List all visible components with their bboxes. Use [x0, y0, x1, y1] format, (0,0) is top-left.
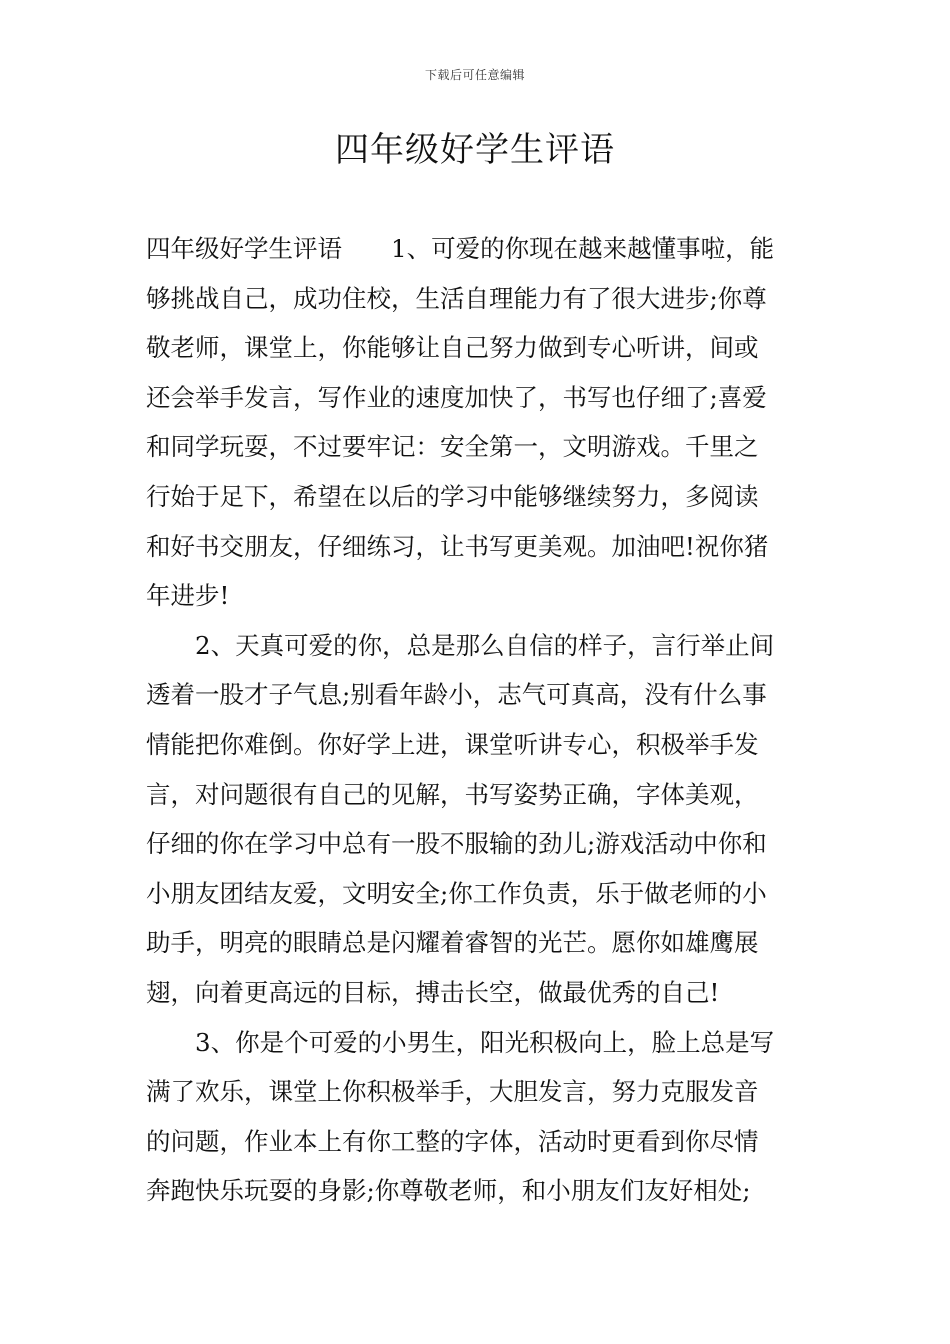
body-line: 行始于足下，希望在以后的学习中能够继续努力，多阅读	[146, 481, 759, 511]
body-line: 小朋友团结友爱，文明安全;你工作负责，乐于做老师的小	[146, 878, 767, 908]
body-line: 和好书交朋友，仔细练习，让书写更美观。加油吧!祝你猪	[146, 531, 769, 561]
body-line: 敬老师，课堂上，你能够让自己努力做到专心听讲，间或	[146, 333, 759, 363]
body-line: 够挑战自己，成功住校，生活自理能力有了很大进步;你尊	[146, 283, 767, 313]
body-line: 仔细的你在学习中总有一股不服输的劲儿;游戏活动中你和	[146, 829, 767, 859]
body-line: 透着一股才子气息;别看年龄小，志气可真高，没有什么事	[146, 680, 767, 710]
body-line: 言，对问题很有自己的见解，书写姿势正确，字体美观，	[146, 779, 759, 809]
document-body	[146, 224, 806, 1216]
body-line: 的问题，作业本上有你工整的字体，活动时更看到你尽情	[146, 1126, 759, 1156]
document-title: 四年级好学生评语	[335, 130, 615, 170]
body-line: 助手，明亮的眼睛总是闪耀着睿智的光芒。愿你如雄鹰展	[146, 928, 759, 958]
body-line: 和同学玩耍，不过要牢记：安全第一，文明游戏。千里之	[146, 432, 759, 462]
body-line: 满了欢乐，课堂上你积极举手，大胆发言，努力克服发音	[146, 1077, 759, 1107]
body-line: 四年级好学生评语 1、可爱的你现在越来越懂事啦，能	[146, 234, 775, 263]
body-line: 2、天真可爱的你，总是那么自信的样子，言行举止间	[195, 630, 775, 660]
body-line: 奔跑快乐玩耍的身影;你尊敬老师，和小朋友们友好相处;	[146, 1176, 751, 1206]
header-note: 下载后可任意编辑	[424, 68, 525, 82]
body-line: 情能把你难倒。你好学上进，课堂听讲专心，积极举手发	[146, 729, 759, 759]
body-line: 3、你是个可爱的小男生，阳光积极向上，脸上总是写	[195, 1027, 775, 1057]
body-line: 还会举手发言，写作业的速度加快了，书写也仔细了;喜爱	[146, 382, 767, 412]
body-line: 年进步!	[146, 581, 230, 611]
body-line: 翅，向着更高远的目标，搏击长空，做最优秀的自己!	[146, 977, 720, 1007]
